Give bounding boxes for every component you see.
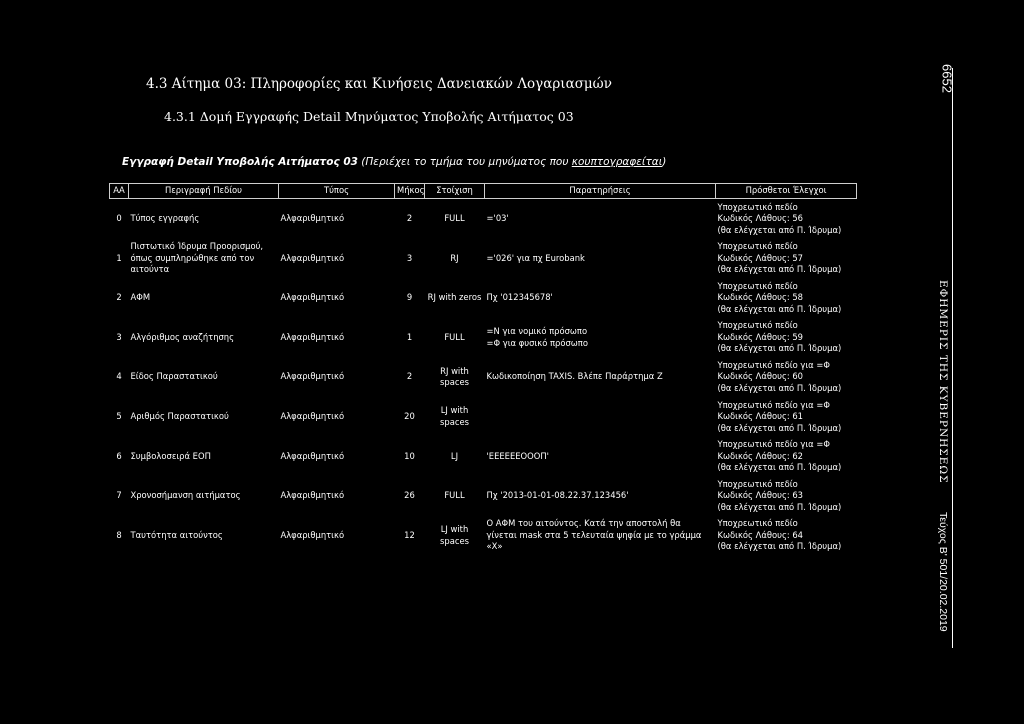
field-notes: Πχ '012345678': [486, 292, 553, 303]
check-line: (θα ελέγχεται από Π. Ίδρυμα): [717, 224, 842, 235]
field-type: Αλφαριθμητικό: [280, 371, 345, 382]
field-alignment: FULL: [444, 331, 465, 342]
field-number: 4: [116, 371, 122, 382]
field-checks: [716, 239, 857, 279]
col-header-checks: Πρόσθετοι Έλεγχοι: [716, 184, 857, 199]
check-line: Υποχρεωτικό πεδίο για =Φ: [717, 439, 830, 450]
field-notes: 'ΕΕΕΕΕΕΟΟΟΠ': [486, 450, 549, 461]
field-checks: [716, 516, 857, 556]
check-line: Κωδικός Λάθους: 63: [717, 490, 804, 501]
field-number: 1: [116, 252, 122, 263]
check-line: Κωδικός Λάθους: 58: [717, 292, 804, 303]
col-header-type: Τύπος: [279, 184, 395, 199]
field-notes: Πχ '2013-01-01-08.22.37.123456': [486, 490, 629, 501]
check-line: (θα ελέγχεται από Π. Ίδρυμα): [717, 501, 842, 512]
field-type: Αλφαριθμητικό: [280, 529, 345, 540]
field-description: Ταυτότητα αιτούντος: [130, 529, 223, 540]
check-line: Υποχρεωτικό πεδίο: [717, 518, 798, 529]
check-line: (θα ελέγχεται από Π. Ίδρυμα): [717, 462, 842, 473]
page-number: 6652: [939, 64, 955, 93]
field-number: 3: [116, 331, 122, 342]
field-description: Τύπος εγγραφής: [130, 213, 200, 224]
field-notes: Ο ΑΦΜ του αιτούντος. Κατά την αποστολή θα γίνεται mask στα 5 τελευταία ψηφία με το γράμμα «Χ»: [486, 518, 702, 552]
gazette-title: ΕΦΗΜΕΡΙΣ ΤΗΣ ΚΥΒΕΡΝΗΣΕΩΣ: [937, 280, 949, 484]
col-header-length: Μήκος: [395, 184, 425, 199]
field-checks: [716, 278, 857, 318]
check-line: Υποχρεωτικό πεδίο: [717, 201, 798, 212]
check-line: Κωδικός Λάθους: 62: [717, 450, 804, 461]
side-divider: [952, 68, 953, 648]
check-line: Υποχρεωτικό πεδίο: [717, 241, 798, 252]
caption-note-end: ): [662, 156, 667, 168]
field-description: Χρονοσήμανση αιτήματος: [130, 490, 241, 501]
table-caption: [122, 156, 666, 168]
field-notes: ='03': [486, 213, 509, 224]
field-type: Αλφαριθμητικό: [280, 213, 345, 224]
field-type: Αλφαριθμητικό: [280, 450, 345, 461]
field-type: Αλφαριθμητικό: [280, 252, 345, 263]
field-alignment: LJ: [450, 450, 459, 461]
field-length: 2: [406, 213, 413, 224]
field-type: Αλφαριθμητικό: [280, 411, 345, 422]
field-notes: =Ν για νομικό πρόσωπο =Φ για φυσικό πρόσωπο: [486, 326, 588, 348]
check-line: Κωδικός Λάθους: 61: [717, 411, 804, 422]
check-line: Κωδικός Λάθους: 57: [717, 252, 804, 263]
subsection-heading: 4.3.1 Δομή Εγγραφής Detail Μηνύματος Υποβολής Αιτήματος 03: [164, 109, 574, 124]
field-length: 26: [404, 490, 415, 501]
field-number: 0: [116, 213, 122, 224]
col-header-description: Περιγραφή Πεδίου: [129, 184, 279, 199]
table-header-row: [110, 184, 857, 199]
issue-info: Τεύχος Β' 501/20.02.2019: [937, 512, 949, 632]
field-length: 3: [406, 252, 413, 263]
field-length: 2: [406, 371, 413, 382]
table-row: [110, 199, 857, 239]
field-alignment: LJ with spaces: [440, 524, 469, 546]
field-length: 20: [404, 411, 415, 422]
check-line: (θα ελέγχεται από Π. Ίδρυμα): [717, 264, 842, 275]
field-length: 12: [404, 529, 415, 540]
check-line: Υποχρεωτικό πεδίο: [717, 320, 798, 331]
field-description: Είδος Παραστατικού: [130, 371, 218, 382]
field-number: 7: [116, 490, 122, 501]
check-line: Υποχρεωτικό πεδίο για =Φ: [717, 359, 830, 370]
field-number: 8: [116, 529, 122, 540]
col-header-aa: ΑΑ: [110, 184, 129, 199]
record-structure-table: [109, 183, 857, 555]
table-row: [110, 437, 857, 477]
field-checks: [716, 397, 857, 437]
section-heading: 4.3 Αίτημα 03: Πληροφορίες και Κινήσεις Δανειακών Λογαριασμών: [146, 76, 612, 92]
field-description: ΑΦΜ: [130, 292, 151, 303]
check-line: Κωδικός Λάθους: 60: [717, 371, 804, 382]
field-length: 1: [406, 331, 413, 342]
field-checks: [716, 437, 857, 477]
caption-title: Εγγραφή Detail Υποβολής Αιτήματος 03: [122, 156, 358, 168]
check-line: (θα ελέγχεται από Π. Ίδρυμα): [717, 422, 842, 433]
field-checks: [716, 318, 857, 358]
field-description: Συμβολοσειρά ΕΟΠ: [130, 450, 211, 461]
field-alignment: LJ with spaces: [440, 405, 469, 427]
field-length: 10: [404, 450, 415, 461]
check-line: (θα ελέγχεται από Π. Ίδρυμα): [717, 303, 842, 314]
check-line: Υποχρεωτικό πεδίο: [717, 280, 798, 291]
field-number: 6: [116, 450, 122, 461]
field-description: Αριθμός Παραστατικού: [130, 411, 229, 422]
field-number: 2: [116, 292, 122, 303]
table-row: [110, 516, 857, 556]
col-header-alignment: Στοίχιση: [425, 184, 485, 199]
field-description: Αλγόριθμος αναζήτησης: [130, 331, 235, 342]
field-number: 5: [116, 411, 122, 422]
table-row: [110, 476, 857, 516]
col-header-notes: Παρατηρήσεις: [485, 184, 716, 199]
check-line: Κωδικός Λάθους: 59: [717, 331, 804, 342]
table-row: [110, 278, 857, 318]
table-row: [110, 318, 857, 358]
field-alignment: FULL: [444, 490, 465, 501]
check-line: Υποχρεωτικό πεδίο: [717, 478, 798, 489]
check-line: Υποχρεωτικό πεδίο για =Φ: [717, 399, 830, 410]
check-line: (θα ελέγχεται από Π. Ίδρυμα): [717, 343, 842, 354]
field-description: Πιστωτικό Ίδρυμα Προορισμού, όπως συμπληρώθηκε από τον αιτούντα: [130, 241, 264, 275]
field-type: Αλφαριθμητικό: [280, 490, 345, 501]
field-alignment: FULL: [444, 213, 465, 224]
table-row: [110, 239, 857, 279]
caption-note: (Περιέχει το τμήμα του μηνύματος που: [357, 156, 572, 168]
field-type: Αλφαριθμητικό: [280, 331, 345, 342]
field-notes: ='026' για πχ Eurobank: [486, 252, 585, 263]
field-checks: [716, 357, 857, 397]
field-notes: [485, 397, 716, 437]
table-row: [110, 397, 857, 437]
field-checks: [716, 199, 857, 239]
check-line: Κωδικός Λάθους: 56: [717, 213, 804, 224]
check-line: (θα ελέγχεται από Π. Ίδρυμα): [717, 541, 842, 552]
field-alignment: RJ with spaces: [440, 365, 469, 388]
caption-underlined: κουπτογραφείται: [571, 156, 663, 168]
field-alignment: RJ with zeros: [427, 292, 482, 303]
table-row: [110, 357, 857, 397]
check-line: (θα ελέγχεται από Π. Ίδρυμα): [717, 382, 842, 393]
field-type: Αλφαριθμητικό: [280, 292, 345, 303]
field-length: 9: [406, 292, 413, 303]
field-checks: [716, 476, 857, 516]
field-notes: Κωδικοποίηση TAXIS. Βλέπε Παράρτημα Ζ: [486, 371, 663, 382]
check-line: Κωδικός Λάθους: 64: [717, 529, 804, 540]
field-alignment: RJ: [450, 252, 459, 263]
